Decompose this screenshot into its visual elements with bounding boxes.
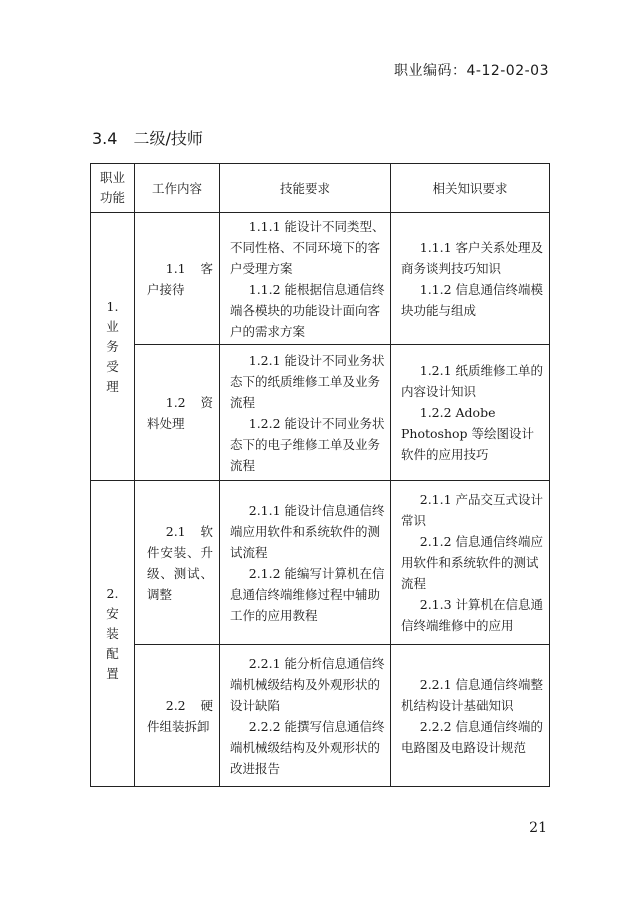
work-content-cell: 2.2 硬件组装拆卸 — [135, 645, 220, 787]
knowledge-cell: 1.2.1 纸质维修工单的内容设计知识 1.2.2 Adobe Photoshop 等绘图设计软件的应用技巧 — [391, 345, 550, 481]
header-function: 职业功能 — [91, 164, 135, 213]
work-content-cell: 1.1 客户接待 — [135, 213, 220, 345]
function-cell: 1. 业务受理 — [91, 213, 135, 481]
table-row — [91, 345, 550, 481]
header-skills: 技能要求 — [220, 164, 391, 213]
work-content-cell: 1.2 资料处理 — [135, 345, 220, 481]
skills-cell: 2.2.1 能分析信息通信终端机械级结构及外观形状的设计缺陷 2.2.2 能撰写信息通信终端机械级结构及外观形状的改进报告 — [220, 645, 391, 787]
page-number: 21 — [529, 820, 547, 836]
work-content-cell: 2.1 软件安装、升级、测试、调整 — [135, 481, 220, 645]
skill-requirements-table — [90, 163, 550, 787]
header-knowledge: 相关知识要求 — [391, 164, 550, 213]
function-cell: 2. 安装配置 — [91, 481, 135, 787]
knowledge-cell: 1.1.1 客户关系处理及商务谈判技巧知识 1.1.2 信息通信终端模块功能与组成 — [391, 213, 550, 345]
section-title: 3.4 二级/技师 — [92, 129, 203, 148]
header-content: 工作内容 — [135, 164, 220, 213]
knowledge-cell: 2.1.1 产品交互式设计常识 2.1.2 信息通信终端应用软件和系统软件的测试流程 2.1.3 计算机在信息通信终端维修中的应用 — [391, 481, 550, 645]
skills-cell: 1.2.1 能设计不同业务状态下的纸质维修工单及业务流程 1.2.2 能设计不同业务状态下的电子维修工单及业务流程 — [220, 345, 391, 481]
skills-cell: 2.1.1 能设计信息通信终端应用软件和系统软件的测试流程 2.1.2 能编写计算机在信息通信终端维修过程中辅助工作的应用教程 — [220, 481, 391, 645]
knowledge-cell: 2.2.1 信息通信终端整机结构设计基础知识 2.2.2 信息通信终端的电路图及电路设计规范 — [391, 645, 550, 787]
skills-cell: 1.1.1 能设计不同类型、不同性格、不同环境下的客户受理方案 1.1.2 能根据信息通信终端各模块的功能设计面向客户的需求方案 — [220, 213, 391, 345]
occupation-code: 职业编码：4-12-02-03 — [393, 63, 549, 79]
table-row — [91, 481, 550, 645]
table-row — [91, 645, 550, 787]
table-header-row — [91, 164, 550, 213]
table-row — [91, 213, 550, 345]
